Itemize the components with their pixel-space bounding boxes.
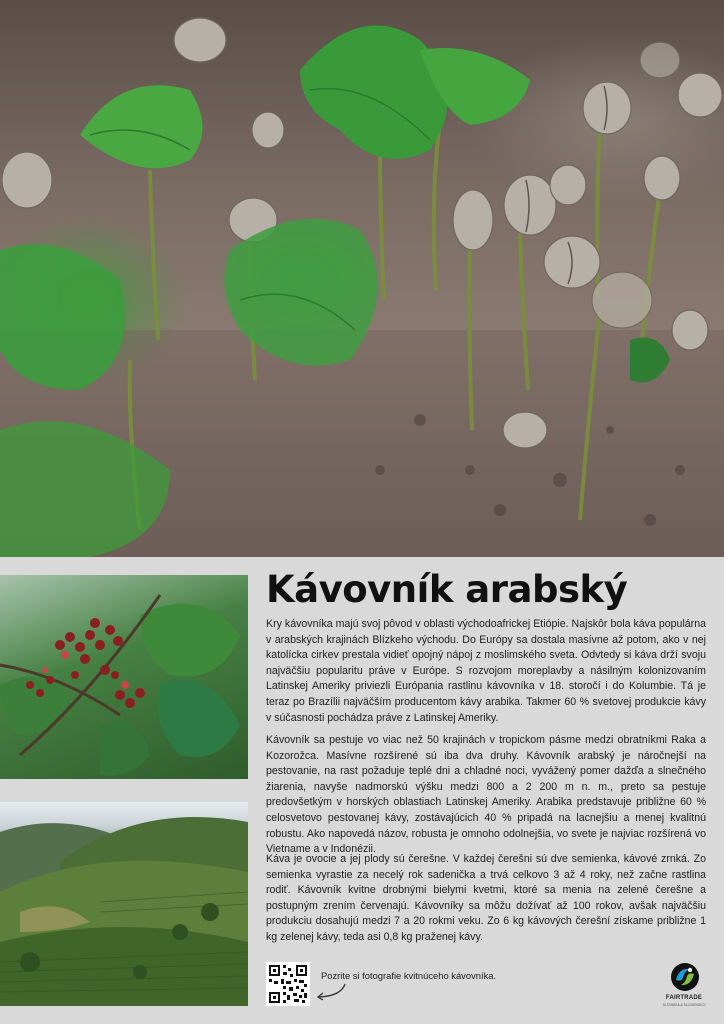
hills-illustration <box>0 802 248 1006</box>
fairtrade-logo-icon <box>670 962 700 992</box>
coffee-cherries-illustration <box>0 575 248 779</box>
fairtrade-sublabel: SLOVAKIA & SLOVENSKO <box>662 1003 706 1007</box>
fairtrade-logo <box>660 962 708 1010</box>
photo-coffee-plantation-hills <box>0 802 248 1006</box>
paragraph-cultivation: Kávovník sa pestuje vo viac než 50 krajinách v tropickom pásme medzi obratníkmi Raka a Kozorožca. Masívne rozšírené sú iba dva druhy. Kávovník arabský je náročnejší na pestovanie, na rast požaduje teplé dni a chladné noci, vyvážený pomer dažďa a slnečného žiarenia, navyše nadmorskú výšku medzi 800 a 2 200 m n. m., preto sa pestuje predovšetkým v horských oblastiach Latinskej Ameriky. Arabika predstavuje približne 60 % celosvetovo pestovanej kávy, zostávajúcich 40 % pripadá na lacnejšiu a menej kvalitnú robustu. Ako napovedá názov, robusta je omnoho odolnejšia, vo svete je najviac rozšírená vo Vietname a v Indonézii. <box>266 734 706 856</box>
curved-arrow-icon <box>313 982 349 1002</box>
qr-code-icon[interactable] <box>266 962 310 1006</box>
photo-coffee-cherries <box>0 575 248 779</box>
paragraph-origin: Kry kávovníka majú svoj pôvod v oblasti východoafrickej Etiópie. Najskôr bola káva populárna v arabských krajinách Blízkeho východu. Do Európy sa dostala masívne až potom, ako v nej katolícka cirkev prestala vidieť opojný nápoj z moslimského sveta. Odvtedy si káva drží svoju najväčšiu popularitu práve v Európe. S rozvojom moreplavby a násilným kolonizovaním Latinskej Ameriky priviezli Európania rastlinu kávovníka v 18. storočí i do Kolumbie. Tá je teraz po Brazílii najväčším producentom kávy arabika. Takmer 60 % svetovej produkcie kávy v súčasnosti pochádza práve z Latinskej Ameriky. <box>266 618 706 724</box>
qr-caption: Pozrite si fotografie kvitnúceho kávovníka. <box>321 970 497 981</box>
paragraph-fruit: Káva je ovocie a jej plody sú čerešne. V každej čerešni sú dve semienka, kávové zrnká. Zo semienka vyrastie za necelý rok sadenička a trvá celkovo 3 až 4 roky, než začne rastlina rodiť. Kávovník kvitne drobnými bielymi kvetmi, ktoré sa menia na zelené čerešne a postupným zrením červenajú. Kávovníky sa môžu dožívať až 100 rokov, avšak najväčšiu produkciu dosahujú medzi 7 a 20 rokmi veku. Zo 6 kg kávových čerešní získame približne 1 kg zelenej kávy, teda asi 0,8 kg praženej kávy. <box>266 853 706 943</box>
fairtrade-label: FAIRTRADE <box>665 995 703 1001</box>
page-title: Kávovník arabský <box>266 568 628 611</box>
